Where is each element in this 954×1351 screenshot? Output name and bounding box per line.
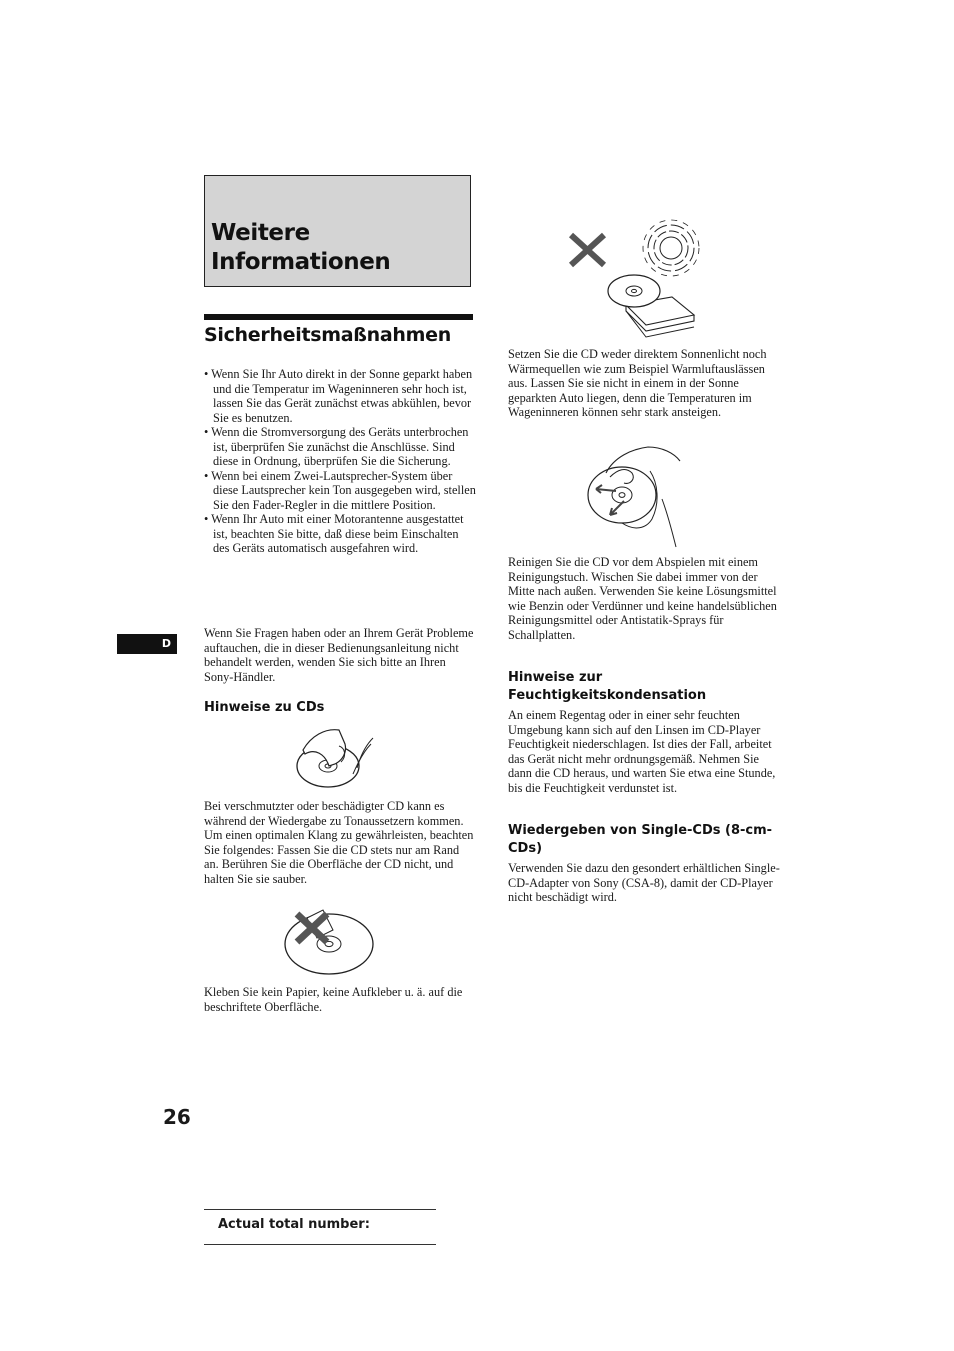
safety-bullet-list	[204, 367, 476, 556]
questions-paragraph: Wenn Sie Fragen haben oder an Ihrem Gerät Probleme auftauchen, die in dieser Bedienungsanleitung nicht behandelt werden, wenden Sie sich bitte an Ihren Sony-Händler.	[204, 626, 474, 684]
condensation-heading: Hinweise zur Feuchtigkeitskondensation	[508, 670, 707, 703]
chapter-title: Weitere Informationen	[211, 220, 391, 275]
page-number: 26	[163, 1105, 191, 1129]
sticker-paragraph: Kleben Sie kein Papier, keine Aufkleber u. ä. auf die beschriftete Oberfläche.	[204, 985, 463, 1014]
language-tab: D	[117, 634, 177, 654]
safety-bullet: • Wenn Ihr Auto mit einer Motorantenne ausgestattet ist, beachten Sie bitte, daß diese beim Einschalten des Geräts automatisch ausgefahren wird.	[204, 512, 464, 555]
condensation-paragraph: An einem Regentag oder in einer sehr feuchten Umgebung kann sich auf den Linsen im CD-Player Feuchtigkeit niederschlagen. Ist dies der Fall, arbeitet das Gerät nicht mehr ordnungsgemäß. Nehmen Sie dann die CD heraus, und warten Sie etwa eine Stunde, bis die Feuchtigkeit verdunstet ist.	[508, 708, 776, 795]
dirty-cd-paragraph: Bei verschmutzter oder beschädigter CD kann es während der Wiedergabe zu Tonaussetzern kommen. Um einen optimalen Klang zu gewährleisten, beachten Sie folgendes: Fassen Sie die CD stets nur am Rand an. Berühren Sie die Oberfläche der CD nicht, und halten Sie sie sauber.	[204, 799, 474, 886]
cd-notes-heading: Hinweise zu CDs	[204, 700, 325, 715]
safety-bullet: • Wenn die Stromversorgung des Geräts unterbrochen ist, überprüfen Sie zunächst die Anschlüsse. Sind diese in Ordnung, überprüfen Sie die Sicherung.	[204, 425, 469, 468]
cd-handling-illustration	[295, 724, 377, 790]
cleaning-paragraph: Reinigen Sie die CD vor dem Abspielen mit einem Reinigungstuch. Wischen Sie dabei immer von der Mitte nach außen. Verwenden Sie keine Lösungsmittel wie Benzin oder Verdünner und keine handelsüblichen Reinigungsmittel oder Antistatik-Sprays für Schallplatten.	[508, 555, 777, 642]
safety-bullet: • Wenn Sie Ihr Auto direkt in der Sonne geparkt haben und die Temperatur im Wageninneren sehr hoch ist, lassen Sie das Gerät zunächst etwas abkühlen, bevor Sie es benutzen.	[204, 367, 473, 425]
footer-top-rule	[204, 1209, 436, 1210]
section-rule	[204, 314, 473, 320]
heat-paragraph: Setzen Sie die CD weder direktem Sonnenlicht noch Wärmequellen wie zum Beispiel Warmluftauslässen aus. Lassen Sie sie nicht in einem in der Sonne geparkten Auto liegen, denn die Temperaturen im Wageninneren können sehr stark ansteigen.	[508, 347, 767, 419]
footer-label: Actual total number:	[218, 1217, 370, 1232]
cd-sticker-illustration	[283, 906, 375, 976]
section-title: Sicherheitsmaßnahmen	[204, 324, 451, 346]
cd-cleaning-illustration	[586, 443, 684, 549]
footer-bottom-rule	[204, 1244, 436, 1245]
single-cd-heading: Wiedergeben von Single-CDs (8-cm-CDs)	[508, 823, 773, 856]
cd-heat-illustration	[566, 221, 700, 333]
single-cd-paragraph: Verwenden Sie dazu den gesondert erhältlichen Single-CD-Adapter von Sony (CSA-8), damit der CD-Player nicht beschädigt wird.	[508, 861, 780, 904]
safety-bullet: • Wenn bei einem Zwei-Lautsprecher-System über diese Lautsprecher kein Ton ausgegeben wird, stellen Sie den Fader-Regler in die mittlere Position.	[204, 468, 476, 512]
